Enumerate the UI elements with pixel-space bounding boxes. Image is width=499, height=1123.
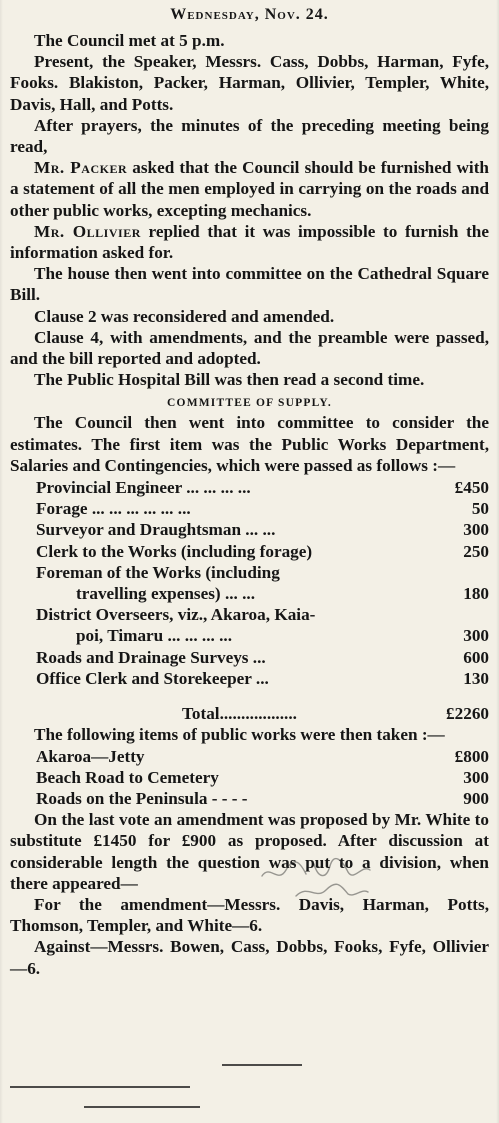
salary-amount: £450 bbox=[454, 478, 489, 498]
works-row bbox=[36, 788, 489, 809]
strike-mark bbox=[84, 1106, 200, 1108]
salary-label: Office Clerk and Storekeeper ... bbox=[36, 668, 269, 688]
works-label: Beach Road to Cemetery bbox=[36, 767, 219, 787]
salary-row bbox=[36, 625, 489, 646]
salary-label: Clerk to the Works (including forage) bbox=[36, 541, 313, 561]
salary-row bbox=[36, 647, 489, 668]
paragraph-packer bbox=[10, 157, 489, 221]
paragraph-ollivier bbox=[10, 221, 489, 263]
salary-row bbox=[36, 519, 489, 540]
paragraph-clause-2: Clause 2 was reconsidered and amended. bbox=[34, 306, 335, 326]
salary-label: Foreman of the Works (including bbox=[36, 562, 280, 582]
total-row bbox=[10, 703, 489, 724]
strike-mark bbox=[10, 1086, 190, 1088]
salary-amount: 180 bbox=[463, 584, 489, 604]
salary-label: Forage ... ... ... ... ... ... bbox=[36, 499, 191, 519]
salary-amount: 300 bbox=[463, 520, 489, 540]
salaries-table bbox=[10, 477, 489, 689]
salary-amount: 300 bbox=[463, 626, 489, 646]
salary-label: District Overseers, viz., Akaroa, Kaia- bbox=[36, 605, 316, 625]
works-label: Akaroa—Jetty bbox=[36, 746, 145, 766]
salary-amount: 250 bbox=[463, 541, 489, 561]
salary-row bbox=[36, 668, 489, 689]
paragraph-present: Present, the Speaker, Messrs. Cass, Dobbs, Harman, Fyfe, Fooks. Blakiston, Packer, Harman, Ollivier, Templer, White, Davis, Hall, and Potts. bbox=[10, 52, 489, 114]
salary-row bbox=[36, 583, 489, 604]
salary-row bbox=[36, 477, 489, 498]
works-table bbox=[10, 746, 489, 810]
total-amount: £2260 bbox=[446, 704, 489, 724]
salary-row bbox=[36, 604, 489, 625]
paragraph-for-amendment: For the amendment—Messrs. Davis, Harman, Potts, Thomson, Templer, and White—6. bbox=[10, 894, 489, 936]
ollivier-text: replied that it was impossible to furnish the information asked for. bbox=[10, 221, 489, 263]
salary-amount: 130 bbox=[463, 668, 489, 688]
works-amount: £800 bbox=[454, 746, 489, 766]
paragraph-hospital-bill: The Public Hospital Bill was then read a second time. bbox=[34, 370, 425, 390]
paragraph-amendment: On the last vote an amendment was proposed by Mr. White to substitute £1450 for £900 as proposed. After discussion at considerable length the question was put to a division, when there appeared— bbox=[10, 810, 489, 893]
date-heading: Wednesday, Nov. 24. bbox=[170, 6, 329, 23]
salary-label: poi, Timaru ... ... ... ... bbox=[76, 626, 232, 646]
salary-row bbox=[36, 498, 489, 519]
works-row bbox=[36, 746, 489, 767]
packer-text: asked that the Council should be furnished with a statement of all the men employed in carrying on the roads and other public works, excepting mechanics. bbox=[10, 158, 489, 220]
paragraph-against-amendment: Against—Messrs. Bowen, Cass, Dobbs, Fooks, Fyfe, Ollivier—6. bbox=[10, 937, 489, 978]
paragraph-supply-intro: The Council then went into committee to consider the estimates. The first item was the Public Works Department, Salaries and Contingencies, which were passed as follows :— bbox=[10, 413, 489, 475]
paragraph-works-intro: The following items of public works were then taken :— bbox=[34, 725, 445, 745]
salary-row bbox=[36, 541, 489, 562]
speaker-name-ollivier: Mr. Ollivier bbox=[34, 221, 141, 241]
works-row bbox=[36, 767, 489, 788]
paragraph-clause-4: Clause 4, with amendments, and the preamble were passed, and the bill reported and adopted. bbox=[10, 327, 489, 369]
committee-subheading: COMMITTEE OF SUPPLY. bbox=[167, 397, 332, 410]
salary-amount: 50 bbox=[471, 499, 489, 519]
works-amount: 300 bbox=[463, 767, 489, 787]
salary-label: Provincial Engineer ... ... ... ... bbox=[36, 478, 251, 498]
paragraph-meeting-time: The Council met at 5 p.m. bbox=[34, 31, 225, 50]
strike-mark bbox=[222, 1064, 302, 1066]
works-amount: 900 bbox=[463, 788, 489, 808]
speaker-name-packer: Mr. Packer bbox=[34, 158, 128, 178]
paragraph-cathedral-bill: The house then went into committee on the Cathedral Square Bill. bbox=[10, 264, 489, 305]
works-label: Roads on the Peninsula - - - - bbox=[36, 788, 248, 808]
salary-amount: 600 bbox=[463, 647, 489, 667]
salary-row bbox=[36, 562, 489, 583]
paragraph-prayers: After prayers, the minutes of the preceding meeting being read, bbox=[10, 115, 489, 157]
total-label: Total.................. bbox=[182, 704, 297, 724]
salary-label: Roads and Drainage Surveys ... bbox=[36, 647, 266, 667]
salary-label: travelling expenses) ... ... bbox=[76, 584, 256, 604]
salary-label: Surveyor and Draughtsman ... ... bbox=[36, 520, 276, 540]
